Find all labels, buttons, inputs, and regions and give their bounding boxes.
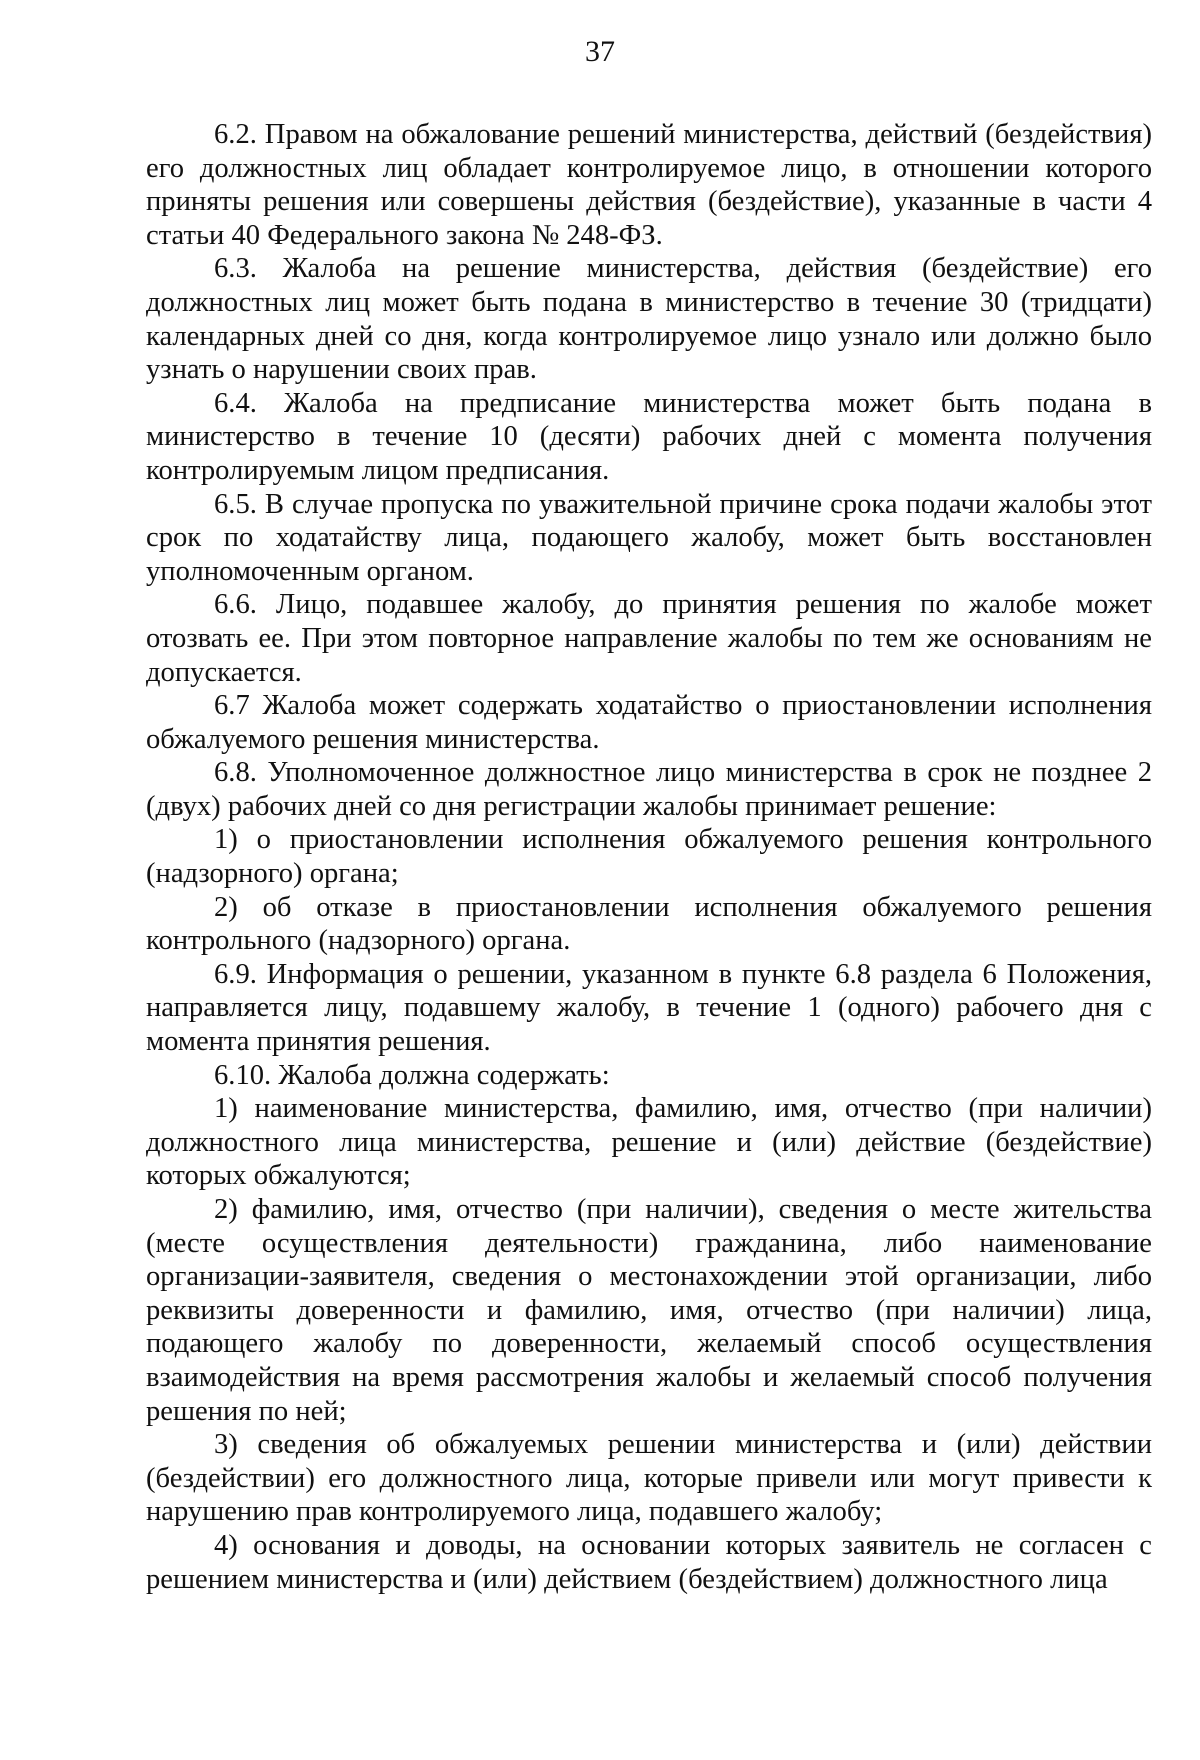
paragraph-6-3: 6.3. Жалоба на решение министерства, действия (бездействие) его должностных лиц может быть подана в министерство в течение 30 (тридцати) календарных дней со дня, когда контролируемое лицо узнало или должно было узнать о нарушении своих прав. xyxy=(146,253,1152,386)
paragraph-6-9: 6.9. Информация о решении, указанном в пункте 6.8 раздела 6 Положения, направляется лицу, подавшему жалобу, в течение 1 (одного) рабочего дня с момента принятия решения. xyxy=(146,958,1152,1058)
paragraph-6-10: 6.10. Жалоба должна содержать: xyxy=(214,1059,610,1091)
page-number: 37 xyxy=(585,35,615,68)
paragraph-6-8: 6.8. Уполномоченное должностное лицо министерства в срок не позднее 2 (двух) рабочих дней со дня регистрации жалобы принимает решение: xyxy=(146,757,1152,822)
list-item-6-8-1: 1) о приостановлении исполнения обжалуемого решения контрольного (надзорного) органа; xyxy=(146,824,1152,890)
paragraph-6-5: 6.5. В случае пропуска по уважительной причине срока подачи жалобы этот срок по ходатайству лица, подающего жалобу, может быть восстановлен уполномоченным органом. xyxy=(146,488,1152,587)
paragraph-6-4: 6.4. Жалоба на предписание министерства может быть подана в министерство в течение 10 (десяти) рабочих дней с момента получения контролируемым лицом предписания. xyxy=(146,387,1152,486)
list-item-6-8-2: 2) об отказе в приостановлении исполнения обжалуемого решения контрольного (надзорного) органа. xyxy=(146,891,1152,957)
document-body xyxy=(146,118,1152,1596)
paragraph-6-7: 6.7 Жалоба может содержать ходатайство о приостановлении исполнения обжалуемого решения министерства. xyxy=(146,690,1152,755)
list-item-6-10-4: 4) основания и доводы, на основании которых заявитель не согласен с решением министерства и (или) действием (бездействием) должностного лица xyxy=(146,1529,1152,1595)
list-item-6-10-2: 2) фамилию, имя, отчество (при наличии), сведения о месте жительства (месте осуществления деятельности) гражданина, либо наименование организации-заявителя, сведения о местонахождении этой организации, либо реквизиты доверенности и фамилию, имя, отчество (при наличии) лица, подающего жалобу по доверенности, желаемый способ осуществления взаимодействия на время рассмотрения жалобы и желаемый способ получения решения по ней; xyxy=(146,1194,1152,1427)
paragraph-6-6: 6.6. Лицо, подавшее жалобу, до принятия решения по жалобе может отозвать ее. При этом повторное направление жалобы по тем же основаниям не допускается. xyxy=(146,589,1152,688)
list-item-6-10-1: 1) наименование министерства, фамилию, имя, отчество (при наличии) должностного лица министерства, решение и (или) действие (бездействие) которых обжалуются; xyxy=(146,1093,1152,1192)
paragraph-6-2: 6.2. Правом на обжалование решений министерства, действий (бездействия) его должностных лиц обладает контролируемое лицо, в отношении которого приняты решения или совершены действия (бездействие), указанные в части 4 статьи 40 Федерального закона № 248-ФЗ. xyxy=(146,119,1152,251)
list-item-6-10-3: 3) сведения об обжалуемых решении министерства и (или) действии (бездействии) его должностного лица, которые привели или могут привести к нарушению прав контролируемого лица, подавшего жалобу; xyxy=(146,1429,1152,1528)
